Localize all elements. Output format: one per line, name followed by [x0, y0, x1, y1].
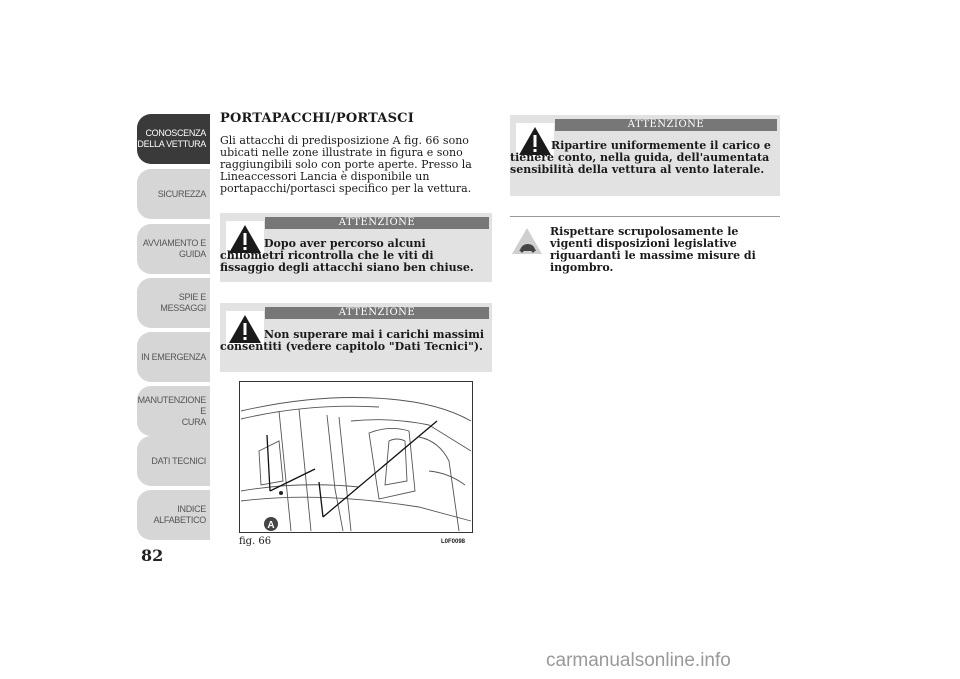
- watermark: carmanualsonline.info: [546, 650, 731, 671]
- warning-text-1: Dopo aver percorso alcuni chilometri ricontrolla che le viti di fissaggio degli attacchi siano ben chiuse.: [220, 237, 474, 274]
- section-title: PORTAPACCHI/PORTASCI: [220, 111, 414, 126]
- figure-code: L0F0098: [441, 539, 466, 545]
- note-divider: [510, 216, 780, 217]
- warning-text-3: Ripartire uniformemente il carico e tienere conto, nella guida, dell'aumentata sensibilità della vettura al vento laterale.: [510, 139, 771, 176]
- tab-in-emergenza[interactable]: IN EMERGENZA: [137, 332, 210, 382]
- tab-conoscenza-della-vettura[interactable]: CONOSCENZA DELLA VETTURA: [137, 114, 210, 164]
- tab-sicurezza[interactable]: SICUREZZA: [137, 169, 210, 219]
- note-text: Rispettare scrupolosamente le vigenti disposizioni legislative riguardanti le massime misure di ingombro.: [550, 225, 756, 274]
- tab-dati-tecnici[interactable]: DATI TECNICI: [137, 436, 210, 486]
- warning-heading-3: ATTENZIONE: [555, 119, 777, 131]
- tab-indice-alfabetico[interactable]: INDICE ALFABETICO: [137, 490, 210, 540]
- environment-note-icon: [508, 222, 546, 260]
- tab-manutenzione-e-cura[interactable]: MANUTENZIONE E CURA: [137, 386, 210, 436]
- warning-text-2: Non superare mai i carichi massimi consentiti (vedere capitolo "Dati Tecnici").: [220, 328, 485, 353]
- figure-marker-a: A: [267, 520, 275, 531]
- page-number: 82: [141, 546, 164, 565]
- figure-caption: fig. 66: [239, 536, 272, 547]
- tab-spie-e-messaggi[interactable]: SPIE E MESSAGGI: [137, 278, 210, 328]
- tab-avviamento-e-guida[interactable]: AVVIAMENTO E GUIDA: [137, 224, 210, 274]
- warning-heading-1: ATTENZIONE: [265, 217, 489, 229]
- roof-rack-attachment-figure: [239, 381, 473, 533]
- intro-paragraph: Gli attacchi di predisposizione A fig. 66 sono ubicati nelle zone illustrate in figura e sono raggiungibili solo con porte aperte. Presso la Lineaccessori Lancia è disponibile un portapacchi/portasci specifico per la vettura.: [220, 134, 472, 195]
- warning-heading-2: ATTENZIONE: [265, 307, 489, 319]
